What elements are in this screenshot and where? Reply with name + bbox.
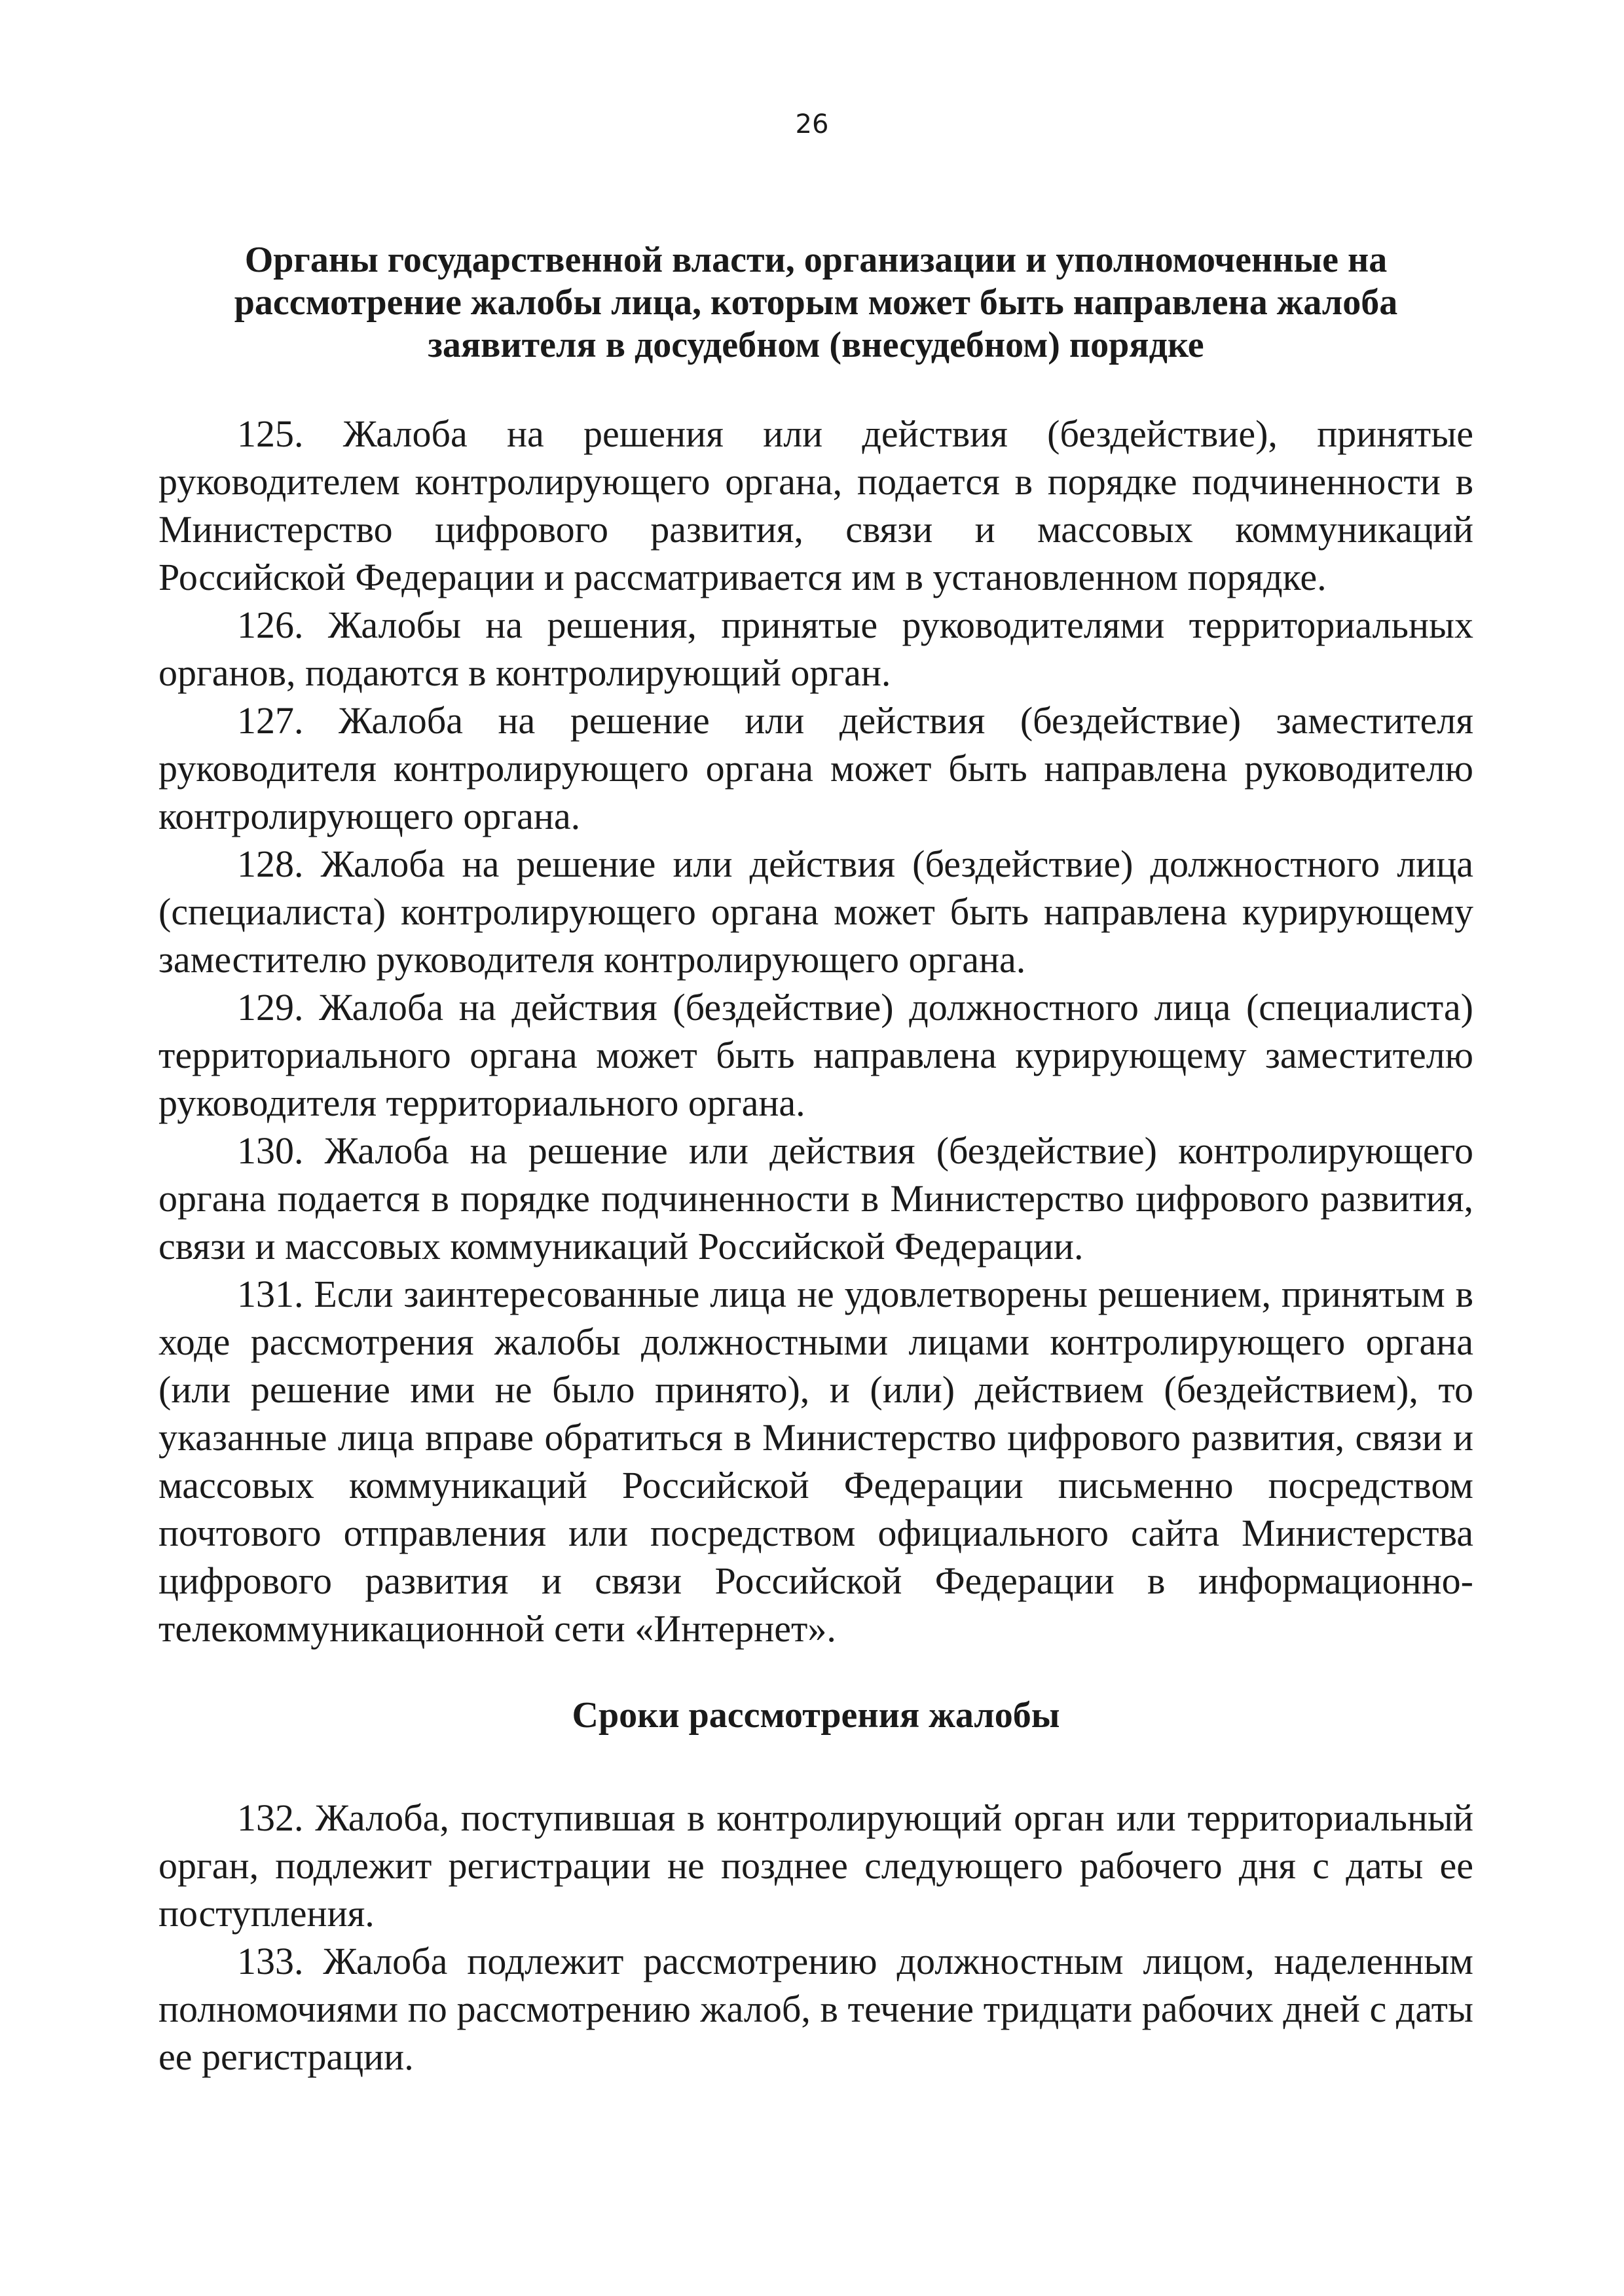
section-body-review-terms [158, 1794, 1473, 2081]
paragraph-129: 129. Жалоба на действия (бездействие) должностного лица (специалиста) территориального органа может быть направлена курирующему заместителю руководителя территориального органа. [158, 986, 1473, 1124]
paragraph-125: 125. Жалоба на решения или действия (бездействие), принятые руководителем контролирующего органа, подается в порядке подчиненности в Министерство цифрового развития, связи и массовых коммуникаций Российской Федерации и рассматривается им в установленном порядке. [158, 412, 1473, 598]
heading-line: Органы государственной власти, организации и уполномоченные на [244, 240, 1388, 280]
paragraph-133: 133. Жалоба подлежит рассмотрению должностным лицом, наделенным полномочиями по рассмотрению жалоб, в течение тридцати рабочих дней с даты ее регистрации. [158, 1940, 1473, 2078]
heading-line: рассмотрение жалобы лица, которым может быть направлена жалоба [234, 282, 1398, 323]
section-heading-review-terms [158, 1694, 1473, 1737]
heading-line: заявителя в досудебном (внесудебном) порядке [428, 325, 1204, 365]
paragraph-127: 127. Жалоба на решение или действия (бездействие) заместителя руководителя контролирующего органа может быть направлена руководителю контролирующего органа. [158, 699, 1473, 837]
section-body-complaint-bodies [158, 410, 1473, 1652]
paragraph-130: 130. Жалоба на решение или действия (бездействие) контролирующего органа подается в порядке подчиненности в Министерство цифрового развития, связи и массовых коммуникаций Российской Федерации. [158, 1129, 1473, 1267]
paragraph-126: 126. Жалобы на решения, принятые руководителями территориальных органов, подаются в контролирующий орган. [158, 604, 1473, 694]
heading-line: Сроки рассмотрения жалобы [572, 1695, 1060, 1736]
paragraph-131: 131. Если заинтересованные лица не удовлетворены решением, принятым в ходе рассмотрения жалобы должностными лицами контролирующего органа (или решение ими не было принято), и (или) действием (бездействием), то указанные лица вправе обратиться в Министерство цифрового развития, связи и массовых коммуникаций Российской Федерации письменно посредством почтового отправления или посредством официального сайта Министерства цифрового развития и связи Российской Федерации в информационно-телекоммуникационной сети «Интернет». [158, 1273, 1473, 1650]
page-number: 26 [795, 109, 829, 139]
paragraph-128: 128. Жалоба на решение или действия (бездействие) должностного лица (специалиста) контролирующего органа может быть направлена курирующему заместителю руководителя контролирующего органа. [158, 843, 1473, 981]
section-heading-complaint-bodies [158, 239, 1473, 367]
paragraph-132: 132. Жалоба, поступившая в контролирующий орган или территориальный орган, подлежит регистрации не позднее следующего рабочего дня с даты ее поступления. [158, 1796, 1473, 1935]
